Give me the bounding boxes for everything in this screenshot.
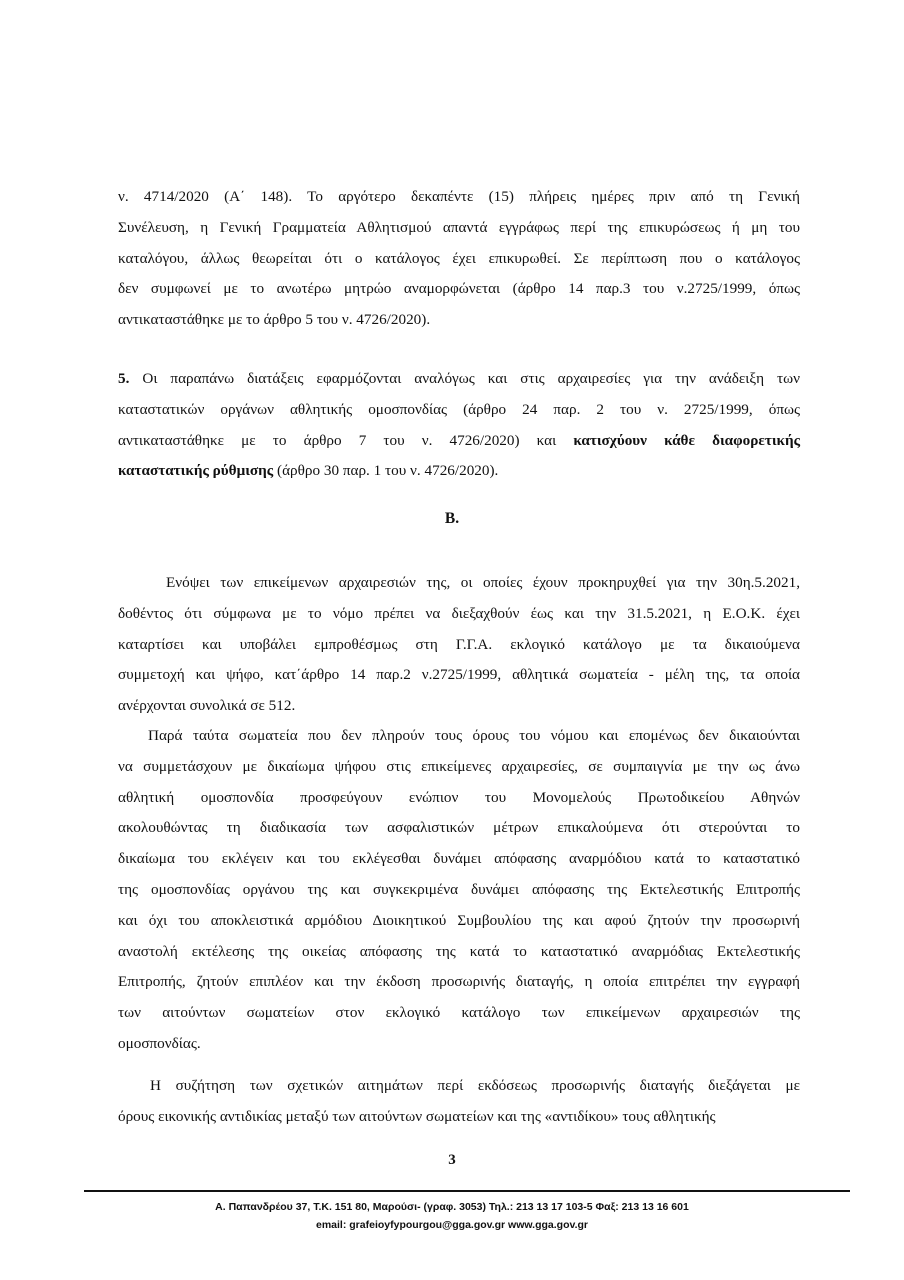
text-line: αναστολή εκτέλεσης της οικείας απόφασης της κατά το καταστατικό αναρμόδιας Εκτελεστικής	[118, 942, 800, 960]
text-segment: Οι παραπάνω διατάξεις εφαρμόζονται αναλόγως και στις αρχαιρεσίες για την ανάδειξη των	[129, 370, 800, 387]
text-line: καταστατικών οργάνων αθλητικής ομοσπονδίας (άρθρο 24 παρ. 2 του ν. 2725/1999, όπως	[118, 400, 800, 418]
paragraph	[118, 182, 800, 336]
text-line: και όχι του αποκλειστικά αρμόδιου Διοικητικού Συμβουλίου της και αφού ζητούν την προσωρινή	[118, 911, 800, 929]
text-line: αντικαταστάθηκε με το άρθρο 5 του ν. 4726/2020).	[118, 311, 431, 329]
bold-text: κατισχύουν κάθε διαφορετικής	[573, 431, 801, 449]
text-line	[118, 364, 800, 395]
text-line: ομοσπονδίας.	[118, 1034, 201, 1052]
page-number: 3	[448, 1152, 456, 1168]
text-line: της ομοσπονδίας οργάνου της και συγκεκριμένα δυνάμει απόφασης της Εκτελεστικής Επιτροπής	[118, 880, 800, 898]
text-line: καταλόγου, άλλως θεωρείται ότι ο κατάλογος έχει επικυρωθεί. Σε περίπτωση που ο κατάλογος	[118, 249, 800, 267]
footer-divider	[84, 1190, 850, 1192]
paragraph	[118, 364, 800, 487]
bold-text: 5.	[118, 370, 130, 387]
text-line: όρους εικονικής αντιδικίας μεταξύ των αιτούντων σωματείων και της «αντιδίκου» τους αθλητικής	[118, 1107, 716, 1125]
text-line: δεν συμφωνεί με το ανωτέρω μητρώο αναμορφώνεται (άρθρο 14 παρ.3 του ν.2725/1999, όπως	[118, 280, 800, 298]
text-line: των αιτούντων σωματείων στον εκλογικό κατάλογο των επικείμενων αρχαιρεσιών της	[118, 1004, 800, 1022]
footer-contact: email: grafeioyfypourgou@gga.gov.gr www.gga.gov.gr	[316, 1219, 588, 1231]
text-line: ανέρχονται συνολικά σε 512.	[118, 697, 296, 715]
text-line: ν. 4714/2020 (Α΄ 148). Το αργότερο δεκαπέντε (15) πλήρεις ημέρες πριν από τη Γενική	[118, 188, 800, 205]
text-line: καταρτίσει και υποβάλει εμπροθέσμως στη Γ.Γ.Α. εκλογικό κατάλογο με τα δικαιούμενα	[118, 635, 800, 653]
bold-text: καταστατικής ρύθμισης	[118, 462, 274, 480]
text-line: αθλητική ομοσπονδία προσφεύγουν ενώπιον του Μονομελούς Πρωτοδικείου Αθηνών	[118, 788, 800, 806]
paragraph	[118, 721, 800, 1060]
text-line: Η συζήτηση των σχετικών αιτημάτων περί εκδόσεως προσωρινής διαταγής διεξάγεται με	[150, 1077, 800, 1094]
footer-address: Α. Παπανδρέου 37, Τ.Κ. 151 80, Μαρούσι- (γραφ. 3053) Τηλ.: 213 13 17 103-5 Φαξ: 213 13 16 601	[215, 1201, 689, 1213]
text-line: συμμετοχή και ψήφο, κατ΄άρθρο 14 παρ.2 ν.2725/1999, αθλητικά σωματεία - μέλη της, τα οποία	[118, 666, 800, 684]
section-heading: Β.	[444, 510, 460, 527]
text-line: Ενόψει των επικείμενων αρχαιρεσιών της, οι οποίες έχουν προκηρυχθεί για την 30η.5.2021,	[166, 574, 800, 591]
text-line	[118, 426, 800, 457]
text-segment: αντικαταστάθηκε με το άρθρο 7 του ν. 4726/2020) και	[118, 431, 574, 449]
text-line: ακολουθώντας τη διαδικασία των ασφαλιστικών μέτρων επικαλούμενα ότι στερούνται το	[118, 819, 800, 837]
paragraph	[118, 1071, 800, 1133]
text-segment: (άρθρο 30 παρ. 1 του ν. 4726/2020).	[273, 462, 499, 480]
paragraph	[118, 568, 800, 722]
text-line: να συμμετάσχουν με δικαίωμα ψήφου στις επικείμενες αρχαιρεσίες, σε συμπαιγνία με την ως άνω	[118, 757, 800, 775]
text-line: δοθέντος ότι σύμφωνα με το νόμο πρέπει να διεξαχθούν έως και την 31.5.2021, η Ε.Ο.Κ. έχει	[118, 604, 800, 622]
text-line: Επιτροπής, ζητούν επιπλέον και την έκδοση προσωρινής διαταγής, η οποία επιτρέπει την εγγραφή	[118, 973, 800, 991]
text-line	[118, 456, 800, 487]
text-line: δικαίωμα του εκλέγειν και του εκλέγεσθαι δυνάμει απόφασης αναρμόδιου κατά το καταστατικό	[118, 850, 800, 868]
text-line: Παρά ταύτα σωματεία που δεν πληρούν τους όρους του νόμου και επομένως δεν δικαιούνται	[148, 727, 800, 744]
text-line: Συνέλευση, η Γενική Γραμματεία Αθλητισμού απαντά εγγράφως περί της επικυρώσεως ή μη του	[118, 218, 800, 236]
